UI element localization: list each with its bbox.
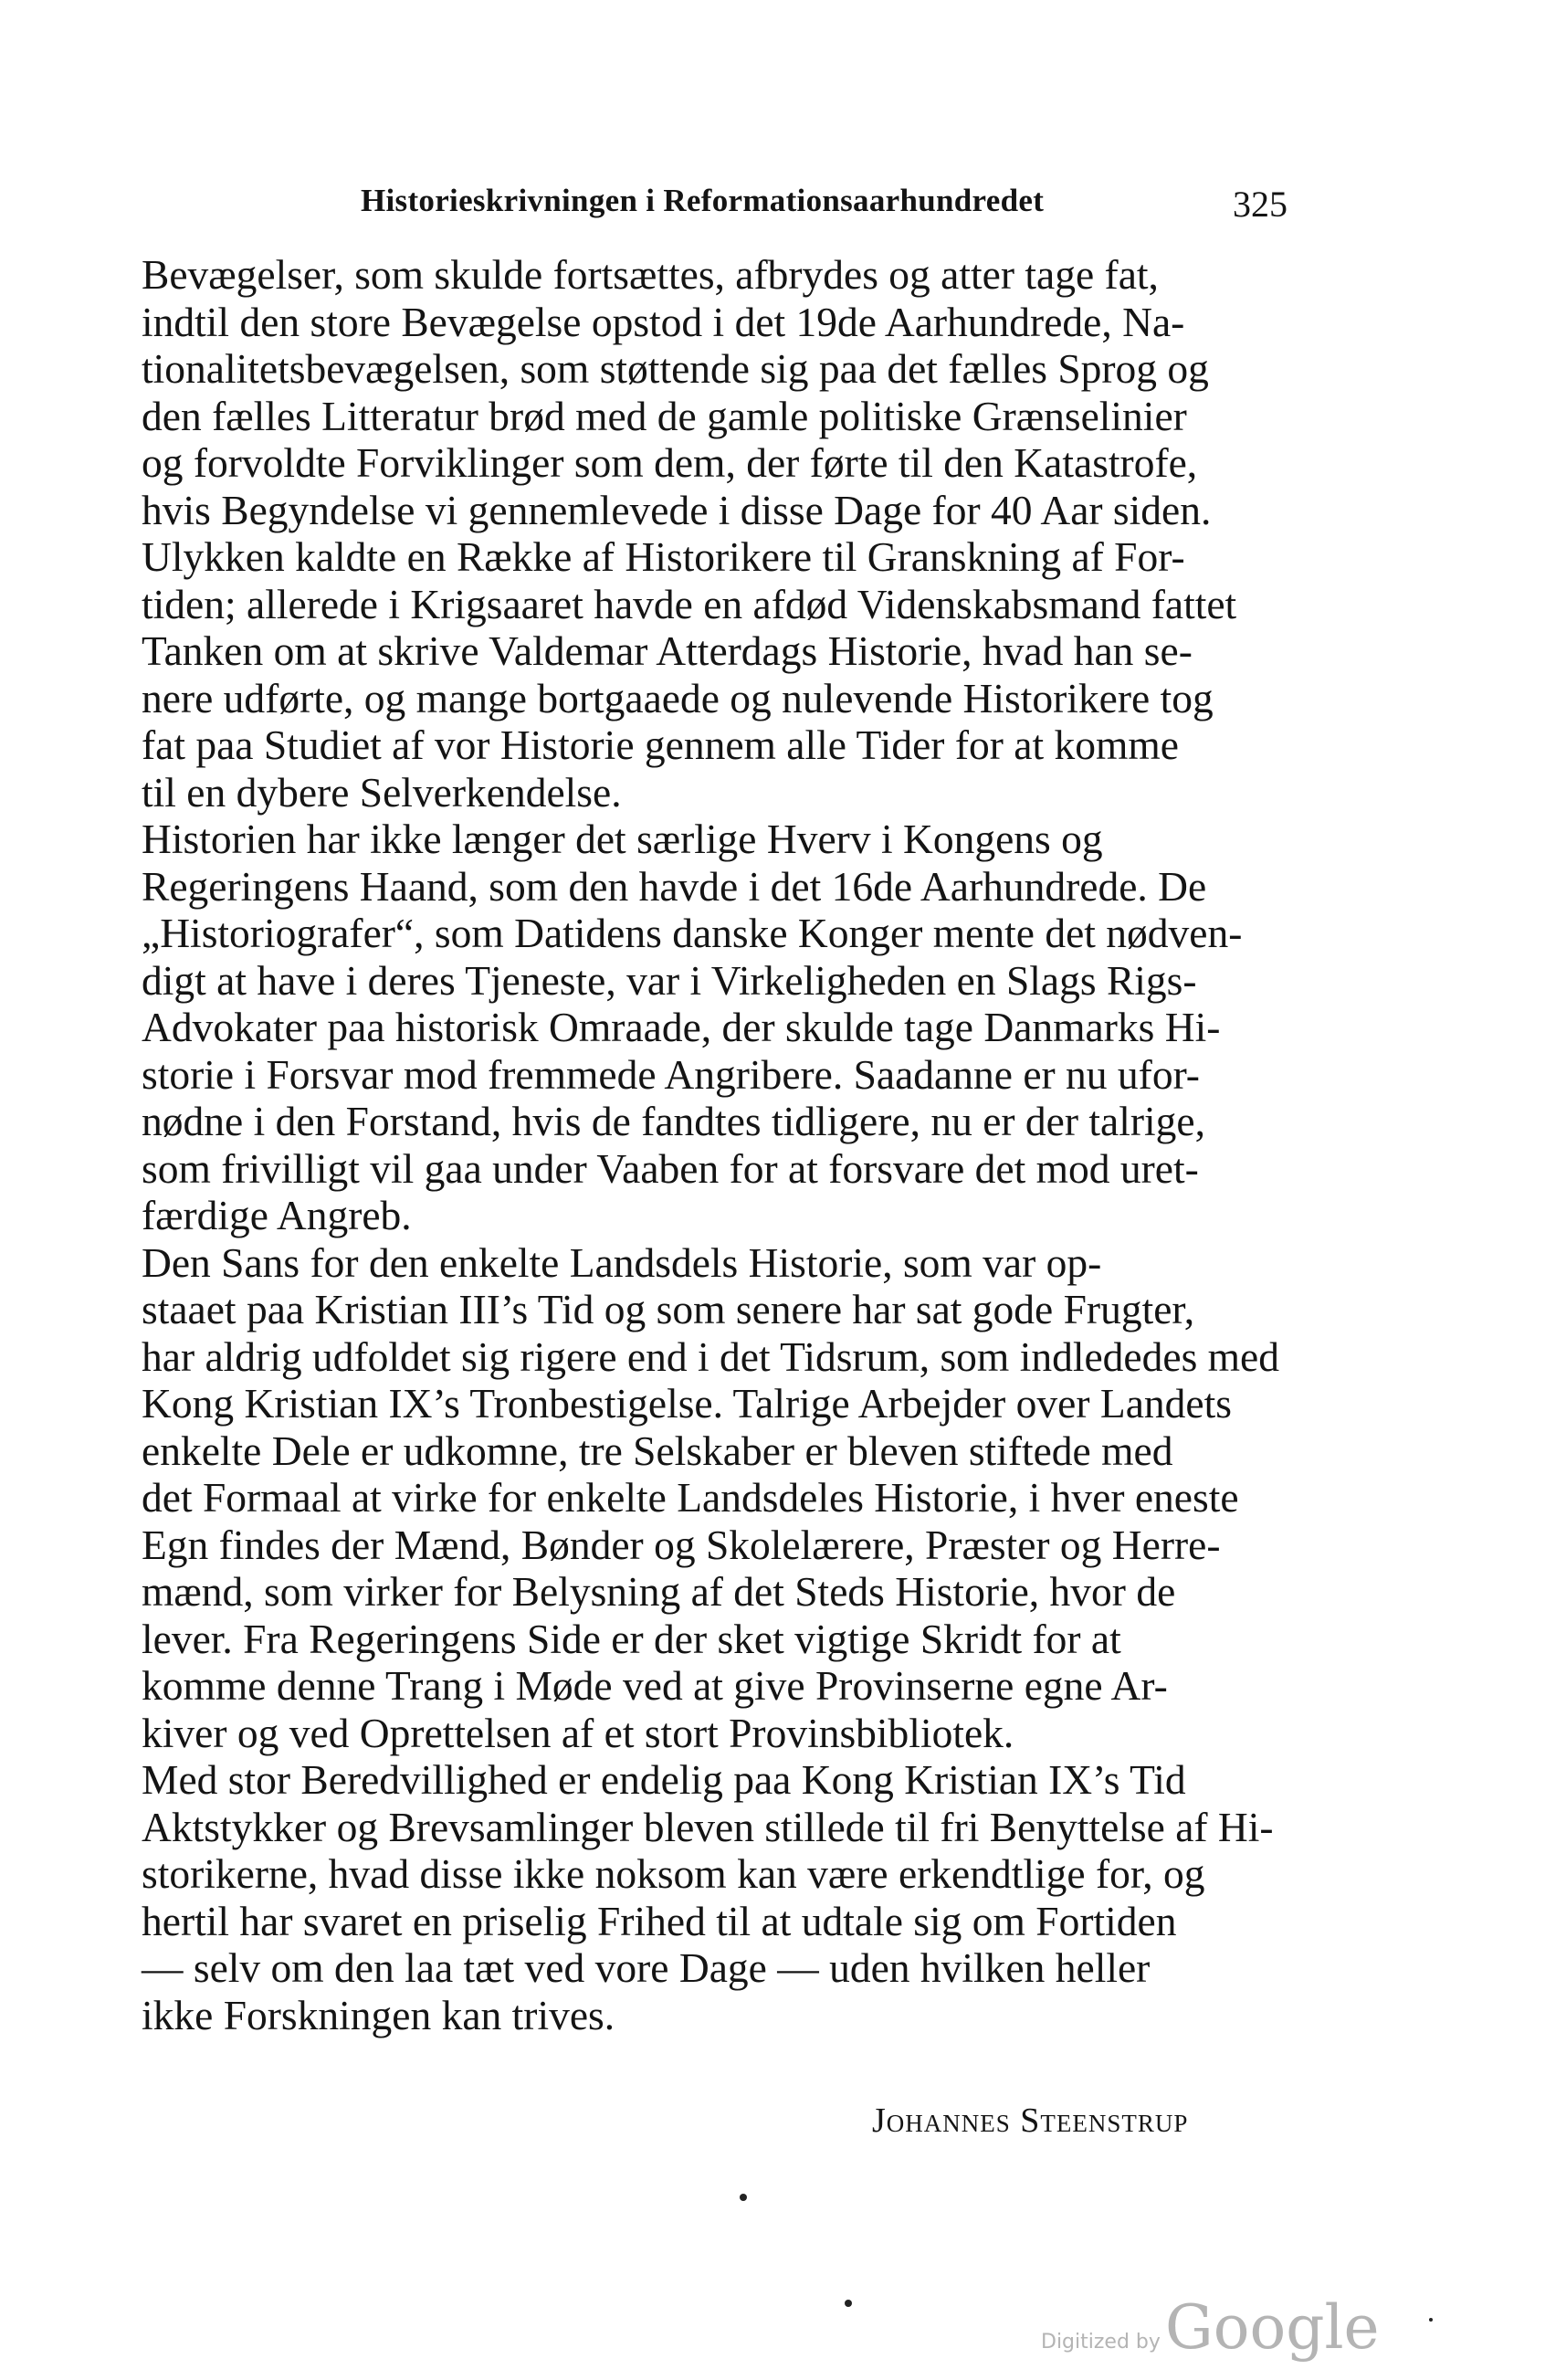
text-line: — selv om den laa tæt ved vore Dage — uden hvilken heller [142, 1944, 1151, 1991]
text-line: digt at have i deres Tjeneste, var i Virkeligheden en Slags Rigs- [142, 956, 1197, 1004]
text-line: har aldrig udfoldet sig rigere end i det Tidsrum, som indlededes med [142, 1332, 1279, 1380]
text-line: mænd, som virker for Belysning af det Steds Historie, hvor de [142, 1568, 1176, 1615]
text-line: den fælles Litteratur brød med de gamle politiske Grænselinier [142, 392, 1187, 439]
text-line: Bevægelser, som skulde fortsættes, afbrydes og atter tage fat, [142, 251, 1159, 298]
running-header: Historieskrivningen i Reformationsaarhundredet [361, 183, 1045, 218]
text-line: staaet paa Kristian III’s Tid og som senere har sat gode Frugter, [142, 1286, 1195, 1332]
text-line: storie i Forsvar mod fremmede Angribere. Saadanne er nu ufor- [142, 1050, 1200, 1098]
text-line: Regeringens Haand, som den havde i det 16de Aarhundrede. De [142, 862, 1207, 910]
ink-speck [1429, 2318, 1433, 2322]
watermark-prefix: Digitized by [1041, 2331, 1161, 2354]
text-line: Kong Kristian IX’s Tronbestigelse. Talrige Arbejder over Landets [142, 1380, 1232, 1427]
text-line: lever. Fra Regeringens Side er der sket vigtige Skridt for at [142, 1615, 1121, 1662]
text-line: indtil den store Bevægelse opstod i det 19de Aarhundrede, Na- [142, 298, 1185, 345]
text-line: hvis Begyndelse vi gennemlevede i disse Dage for 40 Aar siden. [142, 486, 1212, 533]
text-line: fat paa Studiet af vor Historie gennem alle Tider for at komme [142, 721, 1179, 768]
watermark-brand: Google [1165, 2292, 1380, 2363]
text-line: Historien har ikke længer det særlige Hverv i Kongens og [142, 816, 1103, 862]
text-line: Aktstykker og Brevsamlinger bleven stillede til fri Benyttelse af Hi- [142, 1803, 1274, 1850]
body-text [142, 251, 1292, 2038]
text-line: hertil har svaret en priselig Frihed til at udtale sig om Fortiden [142, 1897, 1177, 1944]
text-line: det Formaal at virke for enkelte Landsdeles Historie, i hver eneste [142, 1474, 1239, 1521]
text-line: Tanken om at skrive Valdemar Atterdags Historie, hvad han se- [142, 627, 1193, 674]
ink-speck [845, 2300, 852, 2307]
text-line: tiden; allerede i Krigsaaret havde en afdød Videnskabsmand fattet [142, 580, 1237, 627]
text-line: ikke Forskningen kan trives. [142, 1991, 615, 2038]
text-line: tionalitetsbevægelsen, som støttende sig paa det fælles Sprog og [142, 345, 1209, 392]
text-line: Den Sans for den enkelte Landsdels Historie, som var op- [142, 1238, 1102, 1286]
page-number: 325 [1233, 184, 1288, 225]
ink-speck [740, 2194, 747, 2201]
text-line: enkelte Dele er udkomne, tre Selskaber er bleven stiftede med [142, 1427, 1173, 1474]
text-line: og forvoldte Forviklinger som dem, der førte til den Katastrofe, [142, 439, 1198, 486]
google-watermark [1041, 2292, 1380, 2363]
text-line: til en dybere Selverkendelse. [142, 768, 622, 816]
text-line: som frivilligt vil gaa under Vaaben for at forsvare det mod uret- [142, 1144, 1199, 1192]
text-line: Ulykken kaldte en Række af Historikere til Granskning af For- [142, 533, 1185, 580]
text-line: Egn findes der Mænd, Bønder og Skolelærere, Præster og Herre- [142, 1521, 1221, 1568]
text-line: komme denne Trang i Møde ved at give Provinserne egne Ar- [142, 1662, 1168, 1709]
text-line: kiver og ved Oprettelsen af et stort Provinsbibliotek. [142, 1709, 1014, 1756]
author-signature: Johannes Steenstrup [872, 2101, 1189, 2140]
text-line: færdige Angreb. [142, 1192, 412, 1238]
text-line: Med stor Beredvillighed er endelig paa Kong Kristian IX’s Tid [142, 1756, 1186, 1803]
text-line: „Historiografer“, som Datidens danske Konger mente det nødven- [142, 910, 1243, 956]
text-line: storikerne, hvad disse ikke noksom kan være erkendtlige for, og [142, 1850, 1205, 1897]
text-line: Advokater paa historisk Omraade, der skulde tage Danmarks Hi- [142, 1004, 1221, 1050]
text-line: nere udførte, og mange bortgaaede og nulevende Historikere tog [142, 674, 1214, 721]
text-line: nødne i den Forstand, hvis de fandtes tidligere, nu er der talrige, [142, 1098, 1205, 1144]
